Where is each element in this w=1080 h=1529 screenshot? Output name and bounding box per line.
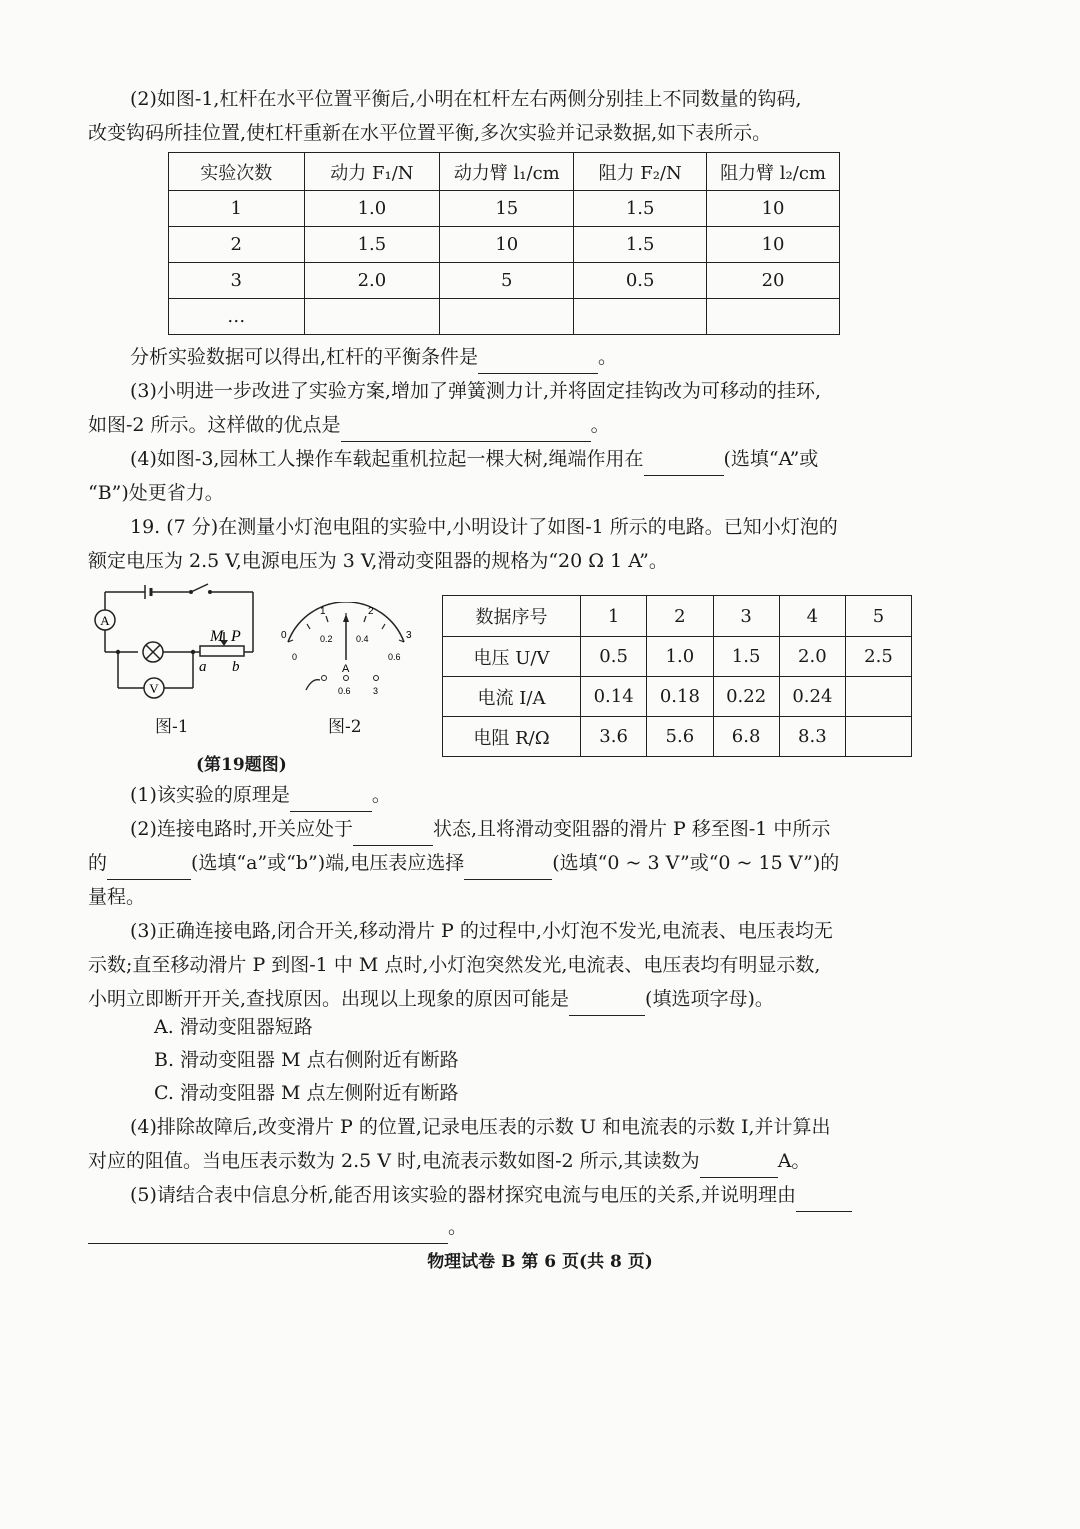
terminal-0-6: 0.6 [338,686,351,696]
rheostat-icon [200,646,244,656]
answer-blank[interactable] [796,1185,852,1212]
table-cell: 1.5 [574,191,707,227]
table-cell [846,677,912,717]
q19-s2-text2: 状态,且将滑动变阻器的滑片 P 移至图-1 中所示 [432,818,831,840]
figure-caption: (第19题图) [196,755,287,775]
ammeter-dial [276,602,416,702]
fig2-caption: 图-2 [328,717,362,737]
q19-s3-line1: (3)正确连接电路,闭合开关,移动滑片 P 的过程中,小灯泡不发光,电流表、电压表均无 [130,920,833,942]
q18-p3-text: 如图-2 所示。这样做的优点是 [88,414,341,436]
q18-p4-hint: (选填“A”或 [723,448,819,470]
answer-blank[interactable] [478,347,598,374]
q18-p4-line1 [88,442,918,476]
q19-s1 [88,778,918,812]
voltmeter-label: V [149,681,159,696]
table-cell [707,299,840,335]
table-cell: 10 [440,227,574,263]
table-cell: 3 [169,263,305,299]
end-b-label: b [232,659,240,675]
table-cell: 2.0 [304,263,440,299]
scale-bottom-3: 0.6 [388,652,401,662]
ammeter-label: A [100,613,110,628]
q19-s2-line3: 量程。 [88,886,146,908]
table-cell: 2.0 [779,637,845,677]
table-header-cell: 阻力臂 l₂/cm [707,153,840,191]
table-cell: 1.5 [304,227,440,263]
table-cell: 10 [707,191,840,227]
bulb-data-table [442,595,912,757]
punct: 。 [598,346,618,368]
table-row [443,717,912,757]
table-header-cell: 5 [846,596,912,637]
scale-top-1: 1 [320,606,326,617]
q18-p3-line1: (3)小明进一步改进了实验方案,增加了弹簧测力计,并将固定挂钩改为可移动的挂环, [130,380,822,402]
table-header-cell: 动力 F₁/N [304,153,440,191]
q19-s2-text4: (选填“a”或“b”)端,电压表应选择 [191,852,465,874]
q19-s4-line2 [88,1144,918,1178]
point-m-label: M [210,628,224,645]
q19-s3-text: 小明立即断开开关,查找原因。出现以上现象的原因可能是 [88,988,570,1010]
table-cell: 5.6 [647,717,713,757]
table-cell: 电流 I/A [443,677,581,717]
table-cell: 15 [440,191,574,227]
q19-intro-line1: 19. (7 分)在测量小灯泡电阻的实验中,小明设计了如图-1 所示的电路。已知小灯泡的 [130,516,838,538]
q18-p3-line2 [88,408,918,442]
q19-s4-text: 对应的阻值。当电压表示数为 2.5 V 时,电流表示数如图-2 所示,其读数为 [88,1150,700,1172]
table-row [169,191,840,227]
table-cell [440,299,574,335]
table-header-cell: 数据序号 [443,596,581,637]
table-cell: 0.5 [574,263,707,299]
q19-s2-text: (2)连接电路时,开关应处于 [130,818,353,840]
answer-blank[interactable] [464,853,552,880]
q18-p4-line2: “B”)处更省力。 [88,482,224,504]
q18-analysis [88,340,918,374]
table-cell: 2 [169,227,305,263]
table-header-cell: 实验次数 [169,153,305,191]
table-cell: 8.3 [779,717,845,757]
q19-s4-line1: (4)排除故障后,改变滑片 P 的位置,记录电压表的示数 U 和电流表的示数 I,并计算出 [130,1116,831,1138]
punct: 。 [371,784,391,806]
table-cell [304,299,440,335]
q18-p2-line2: 改变钩码所挂位置,使杠杆重新在水平位置平衡,多次实验并记录数据,如下表所示。 [88,122,772,144]
table-header-cell: 1 [581,596,647,637]
end-a-label: a [199,659,207,675]
scale-bottom-1: 0.2 [320,634,333,644]
option-a: A. 滑动变阻器短路 [154,1016,313,1038]
q19-intro-line2: 额定电压为 2.5 V,电源电压为 3 V,滑动变阻器的规格为“20 Ω 1 A”。 [88,550,668,572]
q19-s2-text5: (选填“0 ~ 3 V”或“0 ~ 15 V”)的 [552,852,840,874]
table-cell: 0.5 [581,637,647,677]
table-header-cell: 2 [647,596,713,637]
table-header-cell: 阻力 F₂/N [574,153,707,191]
circuit-diagram [88,580,268,700]
table-cell: 5 [440,263,574,299]
lever-data-table [168,152,840,335]
table-row [443,677,912,717]
table-cell: 1.5 [574,227,707,263]
q19-s2-line1 [88,812,918,846]
table-header-cell: 动力臂 l₁/cm [440,153,574,191]
answer-blank[interactable] [88,1217,448,1244]
answer-blank[interactable] [353,819,433,846]
q19-s2-text3: 的 [88,852,108,874]
q18-p2-line1: (2)如图-1,杠杆在水平位置平衡后,小明在杠杆左右两侧分别挂上不同数量的钩码, [130,88,802,110]
switch-blade [191,584,208,592]
answer-blank[interactable] [644,449,724,476]
table-cell: 2.5 [846,637,912,677]
option-b: B. 滑动变阻器 M 点右侧附近有断路 [154,1049,459,1071]
table-cell: 1.0 [304,191,440,227]
slider-p-label: P [231,628,241,645]
table-cell: 电阻 R/Ω [443,717,581,757]
q19-s1-text: (1)该实验的原理是 [130,784,290,806]
table-cell: 20 [707,263,840,299]
table-header-cell: 3 [713,596,779,637]
scale-bottom-2: 0.4 [356,634,369,644]
table-cell: 电压 U/V [443,637,581,677]
q19-s5-line2 [88,1210,918,1244]
option-c: C. 滑动变阻器 M 点左侧附近有断路 [154,1082,459,1104]
answer-blank[interactable] [290,785,372,812]
q19-s5-text: (5)请结合表中信息分析,能否用该实验的器材探究电流与电压的关系,并说明理由 [130,1184,796,1206]
table-cell: 1.5 [713,637,779,677]
table-cell: 0.22 [713,677,779,717]
table-cell: 0.18 [647,677,713,717]
scale-bottom-0: 0 [292,652,298,662]
q19-s4-unit: A。 [777,1150,811,1172]
table-cell [574,299,707,335]
scale-top-0: 0 [281,630,287,641]
table-header-cell: 4 [779,596,845,637]
q19-s3-line2: 示数;直至移动滑片 P 到图-1 中 M 点时,小灯泡突然发光,电流表、电压表均有明显示数, [88,954,821,976]
page-footer: 物理试卷 B 第 6 页(共 8 页) [427,1252,653,1272]
table-cell: 1.0 [647,637,713,677]
q19-s5-line1 [88,1178,918,1212]
table-cell: … [169,299,305,335]
table-header-row [443,596,912,637]
table-header-row [169,153,840,191]
answer-blank[interactable] [107,853,191,880]
q18-p4-text: (4)如图-3,园林工人操作车载起重机拉起一棵大树,绳端作用在 [130,448,644,470]
table-cell: 10 [707,227,840,263]
q19-s3-hint: (填选项字母)。 [645,988,774,1010]
punct: 。 [448,1216,468,1238]
dial-unit: A [342,663,350,675]
table-cell: 1 [169,191,305,227]
table-cell: 0.14 [581,677,647,717]
table-cell [846,717,912,757]
q18-analysis-text: 分析实验数据可以得出,杠杆的平衡条件是 [130,346,479,368]
punct: 。 [590,414,610,436]
terminal-3: 3 [373,686,379,696]
table-row [169,227,840,263]
table-row [443,637,912,677]
scale-top-3: 3 [406,630,412,641]
table-cell: 0.24 [779,677,845,717]
scale-top-2: 2 [368,606,374,617]
answer-blank[interactable] [700,1151,778,1178]
table-row [169,299,840,335]
answer-blank[interactable] [341,415,591,442]
fig1-caption: 图-1 [155,717,189,737]
table-cell: 3.6 [581,717,647,757]
q19-s2-line2 [88,846,918,880]
answer-blank[interactable] [569,989,645,1016]
table-row [169,263,840,299]
table-cell: 6.8 [713,717,779,757]
